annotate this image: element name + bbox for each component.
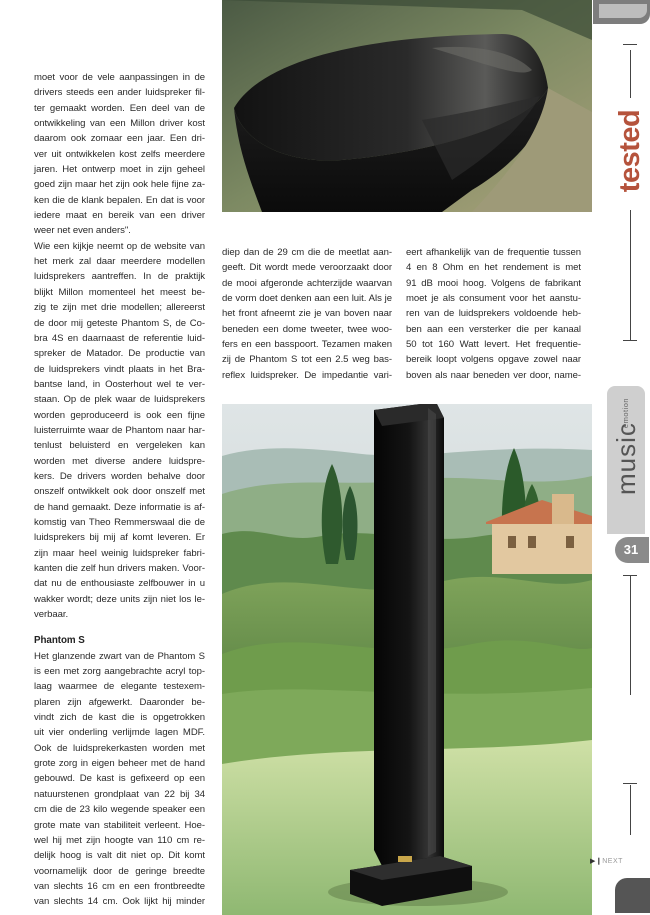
- text-line: verbaar.: [34, 609, 69, 621]
- text-line: weer net even anders".: [34, 225, 131, 237]
- text-line: zig te zijn met drie modellen; allereerst: [34, 302, 205, 314]
- text-line: delijk hoog is valt dit niet op. Dit komt: [34, 850, 205, 862]
- tested-badge: [609, 96, 649, 206]
- text-line: Ook de luidsprekerkasten worden met: [34, 742, 205, 754]
- text-line: wakker wordt; deze units zijn niet los le-: [34, 593, 205, 605]
- next-link[interactable]: [590, 857, 623, 865]
- text-line: fers en een basspoort. Tezamen maken: [222, 339, 392, 351]
- text-line: luidsprekers bij mij af komt leveren. Er: [34, 532, 205, 544]
- text-line: bereik loopt volgens opgave zowel naar: [406, 354, 581, 366]
- text-line: iedere maat en bereik van een driver: [34, 210, 205, 222]
- tested-label: tested: [614, 109, 646, 193]
- text-line: jaren. Het ontwerp moet in zijn geheel: [34, 164, 205, 176]
- text-line: ken die de klank bepalen. En dat is voor: [34, 194, 205, 206]
- page-number: 31: [623, 542, 639, 557]
- text-line: grote zorg in eigen beheer met de hand: [34, 758, 205, 770]
- text-line: ver uit ontwikkelen kost zelfs meerdere: [34, 148, 205, 160]
- text-line: cm die de 23 kilo wegende speaker een: [34, 804, 205, 816]
- text-line: daarom ook zomaar een jaar. Een dri-: [34, 133, 205, 145]
- text-line: Het glanzende zwart van de Phantom S: [34, 650, 205, 662]
- sidebar-rule-bottom-tick: [623, 783, 637, 784]
- photo-speaker-landscape: [222, 404, 592, 915]
- music-label: music: [611, 422, 641, 495]
- column-1-text-top: [34, 70, 205, 622]
- sidebar-rule-mid-tick: [623, 340, 637, 341]
- column-1-text-bottom: [34, 649, 205, 910]
- next-label: NEXT: [602, 858, 623, 865]
- text-line: plaren zijn afgewerkt. Daaronder be-: [34, 696, 205, 708]
- text-line: boven als naar beneden ver door, name-: [406, 369, 581, 381]
- sidebar: [590, 0, 650, 913]
- text-line: geeft. Dit wordt mede veroorzaakt door: [222, 262, 392, 274]
- text-line: het merk zal daar meerdere modellen: [34, 256, 205, 268]
- text-line: vindt zich de kast die is opgetrokken: [34, 712, 205, 724]
- text-line: gebouwd. De kast is gefixeerd op een: [34, 773, 205, 785]
- speaker-top-illustration: [222, 0, 592, 212]
- text-line: ben aan een versterker die per kanaal: [406, 323, 581, 335]
- text-line: onszelf ontwikkelt ook door onszelf met: [34, 486, 205, 498]
- text-line: beneden een dome tweeter, twee woo-: [222, 323, 392, 335]
- text-line: eert afhankelijk van de frequentie tussen: [406, 247, 581, 258]
- text-line: zijn maar heel weinig luidspreker fabri-: [34, 547, 205, 559]
- corner-tab-inner: [599, 4, 647, 18]
- text-line: de mooi afgeronde achterzijde waarvan: [222, 277, 392, 289]
- text-line: staan. Op de plek waar de luidsprekers: [34, 394, 205, 406]
- text-line: moet voor de vele aanpassingen in de: [34, 72, 205, 83]
- text-line: laag waarmee de elegante testexem-: [34, 681, 205, 693]
- sidebar-rule-top: [630, 50, 631, 98]
- sidebar-rule-mid: [630, 210, 631, 340]
- text-line: kers. De drivers worden behalve door: [34, 470, 205, 482]
- sidebar-rule-top-tick: [623, 44, 637, 45]
- text-line: blijkt Millon momenteel het meest be-: [34, 286, 205, 298]
- next-arrow-icon: ▶❙: [590, 858, 603, 865]
- text-line: worden geproduceerd is ook een fijne: [34, 409, 205, 421]
- text-line: wel hij met zijn hoogte van 110 cm re-: [34, 834, 205, 846]
- text-line: diep dan de 29 cm die de meetlat aan-: [222, 247, 392, 258]
- text-line: ontwikkeling van een Millon driver kost: [34, 118, 205, 130]
- text-line: drivers steeds een ander luidspreker fil-: [34, 87, 205, 99]
- text-line: kanten die zelf hun drivers maken. Voor-: [34, 563, 205, 574]
- text-line: 50 tot 160 Watt levert. Het frequentie-: [406, 339, 581, 351]
- landscape-illustration: [222, 404, 592, 915]
- text-line: van slechts 16 cm en een frontbreedte: [34, 880, 205, 892]
- sidebar-rule-bottom: [630, 785, 631, 835]
- text-line: de luidsprekers vindt plaats in het Bra-: [34, 363, 205, 375]
- text-line: de vorm doet denken aan een luit. Als je: [222, 293, 392, 305]
- text-line: luisterruimte waar de Phantom naar har-: [34, 424, 205, 436]
- text-line: spreker de Matador. De productie van: [34, 348, 205, 360]
- text-line: reflex luidspreker. De impedantie vari-: [222, 369, 392, 381]
- photo-speaker-top: [222, 0, 592, 212]
- text-line: voornamelijk door de geringe breedte: [34, 865, 205, 877]
- column-2: [222, 245, 392, 383]
- column-1: [34, 70, 205, 910]
- text-line: bantse land, in Oosterhout wel te ver-: [34, 378, 205, 390]
- text-line: van slechts 14 cm. Ook lijkt hij minder: [34, 896, 205, 908]
- emotion-label: emotion: [621, 397, 630, 429]
- text-line: ter gemaakt worden. Een deel van de: [34, 102, 205, 114]
- text-line: de hand gemaakt. Deze informatie is af-: [34, 501, 205, 513]
- text-line: 4 en 8 Ohm en het rendement is met: [406, 262, 581, 274]
- text-line: worden met diverse andere luidspre-: [34, 455, 205, 467]
- text-line: luidsprekers aantreffen. In de praktijk: [34, 271, 205, 283]
- text-line: natuurstenen grondplaat van 22 bij 34: [34, 788, 205, 800]
- text-line: Wie een kijkje neemt op de website van: [34, 240, 205, 252]
- sidebar-rule-lower: [630, 575, 631, 695]
- text-line: moet je als consument voor het aanstu-: [406, 293, 581, 305]
- text-line: de door mij geteste Phantom S, de Co-: [34, 317, 205, 329]
- text-line: 91 dB mooi hoog. Volgens de fabrikant: [406, 277, 581, 289]
- text-line: grote mate van stabiliteit verleent. Hoe-: [34, 819, 205, 831]
- section-heading-phantom-s: Phantom S: [34, 635, 85, 647]
- text-line: dat nu de enthousiaste zelfbouwer in u: [34, 578, 205, 590]
- text-line: ren van de luidsprekers voldoende heb-: [406, 308, 581, 320]
- text-line: uit vier onderling verlijmde lagen MDF.: [34, 727, 205, 739]
- text-line: komstig van Theo Remmerswaal die de: [34, 516, 205, 528]
- column-3: [406, 245, 581, 383]
- text-line: zij de Phantom S tot een 2.5 weg bas-: [222, 354, 392, 366]
- text-line: is een met zorg aangebrachte acryl top-: [34, 666, 205, 678]
- text-line: het front afneemt zie je van boven naar: [222, 308, 392, 320]
- text-line: goed zijn maar het zijn ook hele fijne za-: [34, 179, 205, 191]
- text-line: tenlust beluisterd en vergeleken kan: [34, 440, 205, 452]
- bottom-tab: [615, 878, 650, 913]
- sidebar-rule-lower-tick: [623, 575, 637, 576]
- text-line: bra 4S en daarnaast de referentie luid-: [34, 332, 205, 344]
